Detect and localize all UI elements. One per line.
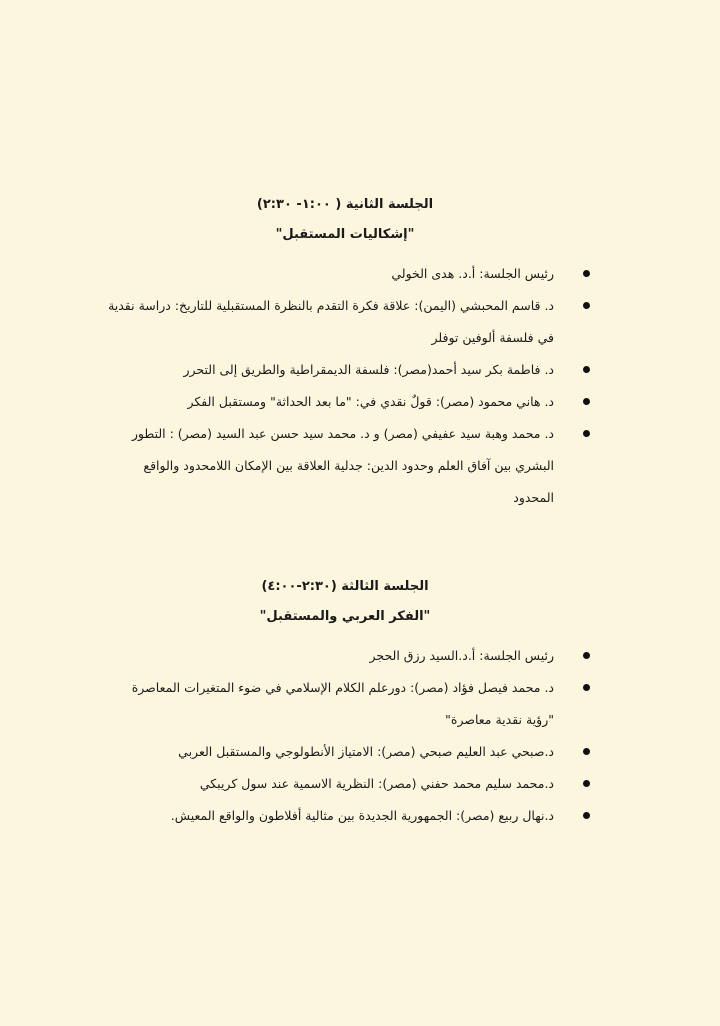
bullet-icon bbox=[583, 780, 590, 787]
list-item-text: د. فاطمة بكر سيد أحمد(مصر): فلسفة الديمقراطية والطريق إلى التحرر bbox=[183, 362, 554, 377]
list-item-text: د. هاني محمود (مصر): قولٌ نقدي في: "ما بعد الحداثة" ومستقبل الفكر bbox=[187, 394, 554, 409]
bullet-icon bbox=[583, 366, 590, 373]
list-item bbox=[100, 290, 590, 354]
list-item-text: رئيس الجلسة: أ.د.السيد رزق الحجر bbox=[369, 648, 554, 663]
list-item-text: د.محمد سليم محمد حفني (مصر): النظرية الاسمية عند سول كريبكي bbox=[199, 776, 554, 791]
session-three-subtitle: "الفكر العربي والمستقبل" bbox=[259, 609, 431, 624]
list-item-text: رئيس الجلسة: أ.د. هدى الخولي bbox=[391, 266, 554, 281]
session-three-list bbox=[100, 640, 590, 832]
session-two bbox=[100, 190, 590, 514]
bullet-icon bbox=[583, 812, 590, 819]
list-item bbox=[100, 736, 590, 768]
list-item bbox=[100, 386, 590, 418]
session-three-header bbox=[100, 572, 590, 632]
bullet-icon bbox=[583, 748, 590, 755]
list-item-text: د. محمد وهبة سيد عفيفي (مصر) و د. محمد سيد حسن عبد السيد (مصر) : التطور البشري بين آفاق العلم وحدود الدين: جدلية العلاقة بين الإمكان اللامحدود والواقع المحدود bbox=[131, 426, 554, 505]
list-item-text: د. محمد فيصل فؤاد (مصر): دورعلم الكلام الإسلامي في ضوء المتغيرات المعاصرة "رؤية نقدية معاصرة" bbox=[131, 680, 554, 727]
list-item-text: د. قاسم المحبشي (اليمن): علاقة فكرة التقدم بالنظرة المستقبلية للتاريخ: دراسة نقدية في فلسفة ألوفين توفلر bbox=[108, 298, 554, 345]
session-two-subtitle: "إشكاليات المستقبل" bbox=[275, 227, 415, 242]
session-two-list bbox=[100, 258, 590, 514]
bullet-icon bbox=[583, 398, 590, 405]
list-item bbox=[100, 768, 590, 800]
list-item-text: د.نهال ربيع (مصر): الجمهورية الجديدة بين مثالية أفلاطون والواقع المعيش. bbox=[170, 808, 554, 823]
list-item bbox=[100, 672, 590, 736]
list-item bbox=[100, 640, 590, 672]
list-item bbox=[100, 800, 590, 832]
session-three-title: الجلسة الثالثة (٢:٣٠-٤:٠٠) bbox=[261, 579, 429, 594]
session-three bbox=[100, 572, 590, 832]
session-two-header bbox=[100, 190, 590, 250]
bullet-icon bbox=[583, 302, 590, 309]
bullet-icon bbox=[583, 684, 590, 691]
bullet-icon bbox=[583, 652, 590, 659]
session-two-title: الجلسة الثانية ( ١:٠٠- ٢:٣٠) bbox=[256, 197, 434, 212]
list-item bbox=[100, 354, 590, 386]
list-item-text: د.صبحي عبد العليم صبحي (مصر): الامتياز الأنطولوجي والمستقبل العربي bbox=[178, 744, 554, 759]
bullet-icon bbox=[583, 430, 590, 437]
bullet-icon bbox=[583, 270, 590, 277]
list-item bbox=[100, 258, 590, 290]
list-item bbox=[100, 418, 590, 514]
